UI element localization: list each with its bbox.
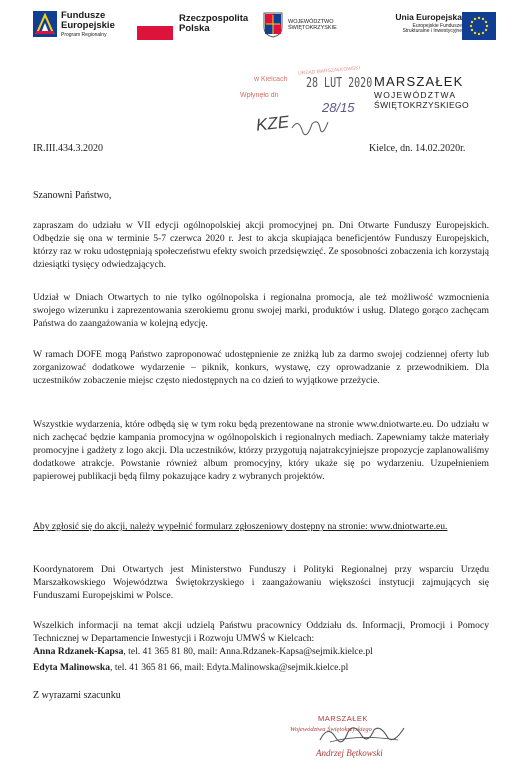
marszalek-line2: WOJEWÓDZTWA [374, 90, 457, 100]
pl-line1: Rzeczpospolita [179, 13, 249, 24]
eu-flag-icon [462, 12, 496, 40]
handwritten-signature-icon [318, 720, 408, 750]
stamp-received-label: Wpłynęło dn [240, 92, 279, 99]
woj-line2: ŚWIĘTOKRZYSKIE [288, 24, 337, 31]
contact-name-2: Edyta Malinowska [33, 662, 111, 673]
contact-line-2 [33, 662, 348, 673]
fe-subtitle: Program Regionalny [61, 31, 107, 38]
stamp-initials: KZE [255, 112, 290, 135]
stamp-handwritten-number: 28/15 [322, 100, 355, 115]
stamp-date: 28 LUT 2020 [306, 76, 373, 91]
stamp-city: w Kielcach [254, 76, 288, 83]
contact-details-2[interactable]: , tel. 41 365 81 66, mail: Edyta.Malinowska@sejmik.kielce.pl [110, 662, 349, 673]
paragraph-contact-info: Wszelkich informacji na temat akcji udzielą Państwu pracownicy Oddziału ds. Informacji, Promocji i Pomocy Technicznej w Departamencie Inwestycji i Rozwoju UMWŚ w Kielcach: [33, 620, 489, 645]
contact-details-1[interactable]: , tel. 41 365 81 80, mail: Anna.Rdzanek-Kapsa@sejmik.kielce.pl [123, 646, 373, 657]
stamp-scribble-icon [290, 116, 330, 136]
logo-rzeczpospolita [137, 12, 257, 46]
signature-name: Andrzej Bętkowski [316, 748, 383, 758]
closing: Z wyrazami szacunku [33, 690, 121, 701]
logo-fundusze-europejskie [33, 10, 143, 44]
fe-title-line1: Fundusze [61, 10, 106, 21]
salutation: Szanowni Państwo, [33, 190, 112, 201]
signature-office: Województwa Świętokrzyskiego [290, 726, 372, 733]
ue-sub1: Europejskie Fundusze [412, 22, 462, 29]
stamp-office: URZĄD MARSZAŁKOWSKI [297, 65, 361, 77]
ue-title: Unia Europejska [395, 12, 462, 22]
marszalek-line3: ŚWIĘTOKRZYSKIEGO [374, 100, 470, 110]
signature-title: MARSZAŁEK [318, 714, 368, 723]
paragraph-signup-link[interactable]: Aby zgłosić się do akcji, należy wypełnić formularz zgłoszeniowy dostępny na stronie: www.dniotwarte.eu. [33, 521, 448, 532]
fe-title-line2: Europejskie [61, 19, 115, 31]
pl-line2: Polska [179, 22, 210, 34]
reference-number: IR.III.434.3.2020 [33, 143, 103, 154]
marszalek-title: MARSZAŁEK [374, 74, 464, 89]
paragraph-participation: Udział w Dniach Otwartych to nie tylko ogólnopolska i regionalna promocja, ale też możliwość wzmocnienia swojego wizerunku i zaprezentowania szerokiemu gronu swojej marki, produktów i usług. Dlatego gorąco zachęcam Państwa do zaangażowania w kolejną edycję. [33, 292, 489, 330]
fe-emblem-icon [33, 11, 57, 37]
paragraph-dofe-offer: W ramach DOFE mogą Państwo zaproponować udostępnienie ze zniżką lub za darmo swojej codziennej oferty lub zorganizować dodatkowe wydarzenie – piknik, konkurs, wystawę, czy oprowadzanie z przewodnikiem. Dla uczestników zobaczenie miejsc często niedostępnych na co dzień to wyjątkowe przeżycie. [33, 349, 489, 387]
signature-block [290, 714, 456, 774]
logo-unia-europejska [358, 12, 498, 46]
coat-of-arms-icon [263, 12, 283, 38]
logo-wojewodztwo [263, 10, 353, 44]
woj-line1: WOJEWÓDZTWO [288, 19, 334, 25]
contact-line-1 [33, 646, 373, 657]
receipt-stamp [238, 65, 378, 138]
paragraph-events: Wszystkie wydarzenia, które odbędą się w tym roku będą prezentowane na stronie www.dniotwarte.eu. Do udziału w nich zachęcać będzie kampania promocyjna w ogólnopolskich i regionalnych mediach. Zapewniamy także materiały promocyjne i gadżety z logo akcji. Dla uczestników, którzy przygotują najatrakcyjniejsze propozycje zaplanowaliśmy dodatkowe atrakcje. Powstanie również album promocyjny, który ukaże się po wydarzeniu. Uzupełnieniem papierowej publikacji będą filmy pokazujące kadry z wybranych projektów. [33, 419, 489, 483]
contact-name-1: Anna Rdzanek-Kapsa [33, 646, 124, 657]
place-date: Kielce, dn. 14.02.2020r. [369, 143, 466, 154]
paragraph-coordinator: Koordynatorem Dni Otwartych jest Ministerstwo Funduszy i Polityki Regionalnej przy wsparciu Urzędu Marszałkowskiego Województwa Świętokrzyskiego i zaangażowaniu większości instytucji zajmujących się Funduszami Europejskimi w Polsce. [33, 564, 489, 602]
pl-flag-icon [137, 12, 173, 40]
ue-sub2: Strukturalne i Inwestycyjne [402, 28, 462, 35]
marszalek-header [374, 74, 494, 110]
paragraph-invitation: zapraszam do udziału w VII edycji ogólnopolskiej akcji promocyjnej pn. Dni Otwarte Funduszy Europejskich. Odbędzie się ona w terminie 5-7 czerwca 2020 r. Jest to akcja skupiająca beneficjentów Funduszy Europejskich, którzy raz w roku udostępniają społeczeństwu efekty swoich przedsięwzięć. Ze sposobności zobaczenia ich korzystają dziesiątki tysięcy odwiedzających. [33, 220, 489, 271]
